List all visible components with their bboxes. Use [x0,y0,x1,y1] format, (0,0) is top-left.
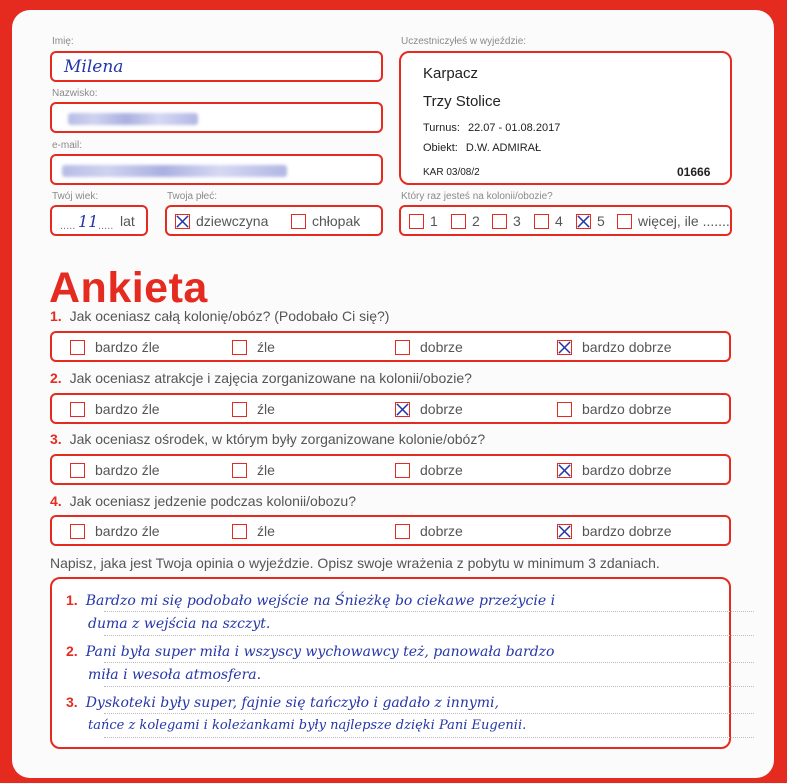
question-1 [50,308,389,324]
rating-option-very-good[interactable] [557,401,672,417]
rating-label: dobrze [420,462,463,478]
question-1-number: 1. [50,308,62,324]
cross-mark-icon [558,464,571,477]
rating-checkbox[interactable] [70,340,85,355]
times-5-checkbox[interactable] [576,214,591,229]
trip-turnus [423,122,560,134]
page-title: Ankieta [49,264,208,312]
times-5-label: 5 [597,213,605,229]
opinion-line-3 [66,643,555,660]
times-4-checkbox[interactable] [534,214,549,229]
times-option-more[interactable] [617,213,730,229]
gender-girl-checkbox[interactable] [175,214,190,229]
name-value: Milena [64,57,124,77]
rating-label: dobrze [420,339,463,355]
rating-option-bad[interactable] [232,462,275,478]
rating-label: bardzo źle [95,401,160,417]
rating-option-good[interactable] [395,462,463,478]
trip-number: 01666 [677,165,711,179]
rating-option-very-good[interactable] [557,462,672,478]
opinion-3-text: Pani była super miła i wszyscy wychowawcy też, panowała bardzo [85,644,555,660]
gender-boy-label: chłopak [312,213,361,229]
age-field[interactable] [50,205,148,236]
surname-field[interactable] [50,102,383,133]
times-2-label: 2 [472,213,480,229]
question-3-text: Jak oceniasz ośrodek, w którym były zorganizowane kolonie/obóz? [69,431,486,447]
trip-object [423,142,541,154]
name-label: Imię: [52,36,74,47]
gender-label: Twoja płeć: [167,191,218,202]
trip-code: KAR 03/08/2 [423,167,480,178]
times-option-4[interactable] [534,213,563,229]
age-dots: ..... [60,220,76,232]
age-label: Twój wiek: [52,191,99,202]
rating-option-bad[interactable] [232,523,275,539]
rating-option-very-bad[interactable] [70,462,160,478]
trip-place: Karpacz [423,65,479,82]
cross-mark-icon [577,215,590,228]
gender-boy-checkbox[interactable] [291,214,306,229]
question-1-options [50,331,731,362]
opinion-6-text: tańce z kolegami i koleżankami były najlepsze dzięki Pani Eugenii. [88,718,527,733]
trip-hotel: Trzy Stolice [423,93,501,110]
cross-mark-icon [176,215,189,228]
surname-label: Nazwisko: [52,88,98,99]
rating-checkbox[interactable] [70,463,85,478]
survey-sheet [12,10,774,778]
email-field[interactable] [50,154,383,185]
times-option-1[interactable] [409,213,438,229]
opinion-1-text: Bardzo mi się podobało wejście na Śnieżkę bo ciekawe przeżycie i [85,593,556,609]
object-label: Obiekt: [423,142,458,154]
opinion-line-6 [88,718,526,733]
rating-label: dobrze [420,523,463,539]
rating-label: bardzo źle [95,462,160,478]
rating-option-bad[interactable] [232,401,275,417]
opinion-textarea[interactable] [50,577,731,749]
rating-option-very-bad[interactable] [70,339,160,355]
opinion-line-5 [66,694,499,711]
age-dots-2: ..... [98,220,114,232]
question-2-text: Jak oceniasz atrakcje i zajęcia zorganizowane na kolonii/obozie? [69,370,472,386]
rating-option-very-good[interactable] [557,523,672,539]
rating-checkbox[interactable] [232,524,247,539]
times-option-2[interactable] [451,213,480,229]
turnus-value: 22.07 - 01.08.2017 [467,122,561,134]
trip-info-panel [399,51,732,185]
times-1-label: 1 [430,213,438,229]
times-3-label: 3 [513,213,521,229]
rating-option-very-good[interactable] [557,339,672,355]
question-2 [50,370,472,386]
surname-redacted [68,113,198,125]
question-4-number: 4. [50,493,62,509]
rating-label: bardzo dobrze [582,339,672,355]
question-1-text: Jak oceniasz całą kolonię/obóz? (Podobało Ci się?) [69,308,390,324]
age-value: 11 [78,212,99,231]
question-4-options [50,515,731,546]
times-more-checkbox[interactable] [617,214,632,229]
question-3-options [50,454,731,485]
rating-checkbox[interactable] [395,463,410,478]
rating-checkbox[interactable] [395,340,410,355]
opinion-line-4 [88,667,261,683]
question-2-number: 2. [50,370,62,386]
gender-option-boy[interactable] [291,213,360,229]
rating-option-good[interactable] [395,523,463,539]
rating-checkbox[interactable] [395,402,410,417]
times-4-label: 4 [555,213,563,229]
opinion-line-2 [88,616,270,632]
times-3-checkbox[interactable] [492,214,507,229]
question-3 [50,431,485,447]
times-field [399,205,732,236]
rating-label: bardzo źle [95,523,160,539]
rating-checkbox[interactable] [70,524,85,539]
email-redacted [62,165,287,177]
rating-checkbox[interactable] [232,340,247,355]
question-3-number: 3. [50,431,62,447]
rating-option-very-bad[interactable] [70,523,160,539]
rating-label: źle [257,339,275,355]
times-label: Który raz jesteś na kolonii/obozie? [401,191,553,202]
rating-checkbox[interactable] [232,463,247,478]
rating-option-good[interactable] [395,339,463,355]
rating-label: bardzo dobrze [582,401,672,417]
rating-checkbox[interactable] [557,524,572,539]
opinion-prompt: Napisz, jaka jest Twoja opinia o wyjeździe. Opisz swoje wrażenia z pobytu w minimum 3 zdaniach. [50,555,660,571]
times-1-checkbox[interactable] [409,214,424,229]
rating-label: bardzo dobrze [582,462,672,478]
times-more-label: więcej, ile ....... [638,213,730,229]
trip-label: Uczestniczyłeś w wyjeździe: [401,36,527,47]
name-field[interactable] [50,51,383,82]
question-4-text: Jak oceniasz jedzenie podczas kolonii/obozu? [69,493,356,509]
times-2-checkbox[interactable] [451,214,466,229]
rating-label: źle [257,401,275,417]
rating-label: bardzo dobrze [582,523,672,539]
question-2-options [50,393,731,424]
email-label: e-mail: [52,140,83,151]
cross-mark-icon [396,403,409,416]
times-option-3[interactable] [492,213,521,229]
cross-mark-icon [558,525,571,538]
times-option-5[interactable] [576,213,605,229]
rating-option-good[interactable] [395,401,463,417]
turnus-label: Turnus: [423,122,460,134]
question-4 [50,493,356,509]
rating-option-bad[interactable] [232,339,275,355]
rating-option-very-bad[interactable] [70,401,160,417]
opinion-5-text: Dyskoteki były super, fajnie się tańczyło i gadało z innymi, [85,695,499,711]
opinion-3-number: 2. [66,643,78,659]
rating-label: źle [257,523,275,539]
opinion-line-1 [66,592,555,609]
gender-field [165,205,383,236]
opinion-5-number: 3. [66,694,78,710]
object-value: D.W. ADMIRAŁ [465,142,542,154]
rating-checkbox[interactable] [395,524,410,539]
rating-checkbox[interactable] [232,402,247,417]
rating-checkbox[interactable] [70,402,85,417]
opinion-4-text: miła i wesoła atmosfera. [88,667,262,683]
opinion-2-text: duma z wejścia na szczyt. [88,616,271,632]
rating-label: dobrze [420,401,463,417]
rating-label: źle [257,462,275,478]
rating-label: bardzo źle [95,339,160,355]
gender-girl-label: dziewczyna [196,213,269,229]
rating-checkbox[interactable] [557,463,572,478]
age-unit: lat [120,213,135,229]
rating-checkbox[interactable] [557,340,572,355]
cross-mark-icon [558,341,571,354]
gender-option-girl[interactable] [175,213,268,229]
opinion-1-number: 1. [66,592,78,608]
rating-checkbox[interactable] [557,402,572,417]
